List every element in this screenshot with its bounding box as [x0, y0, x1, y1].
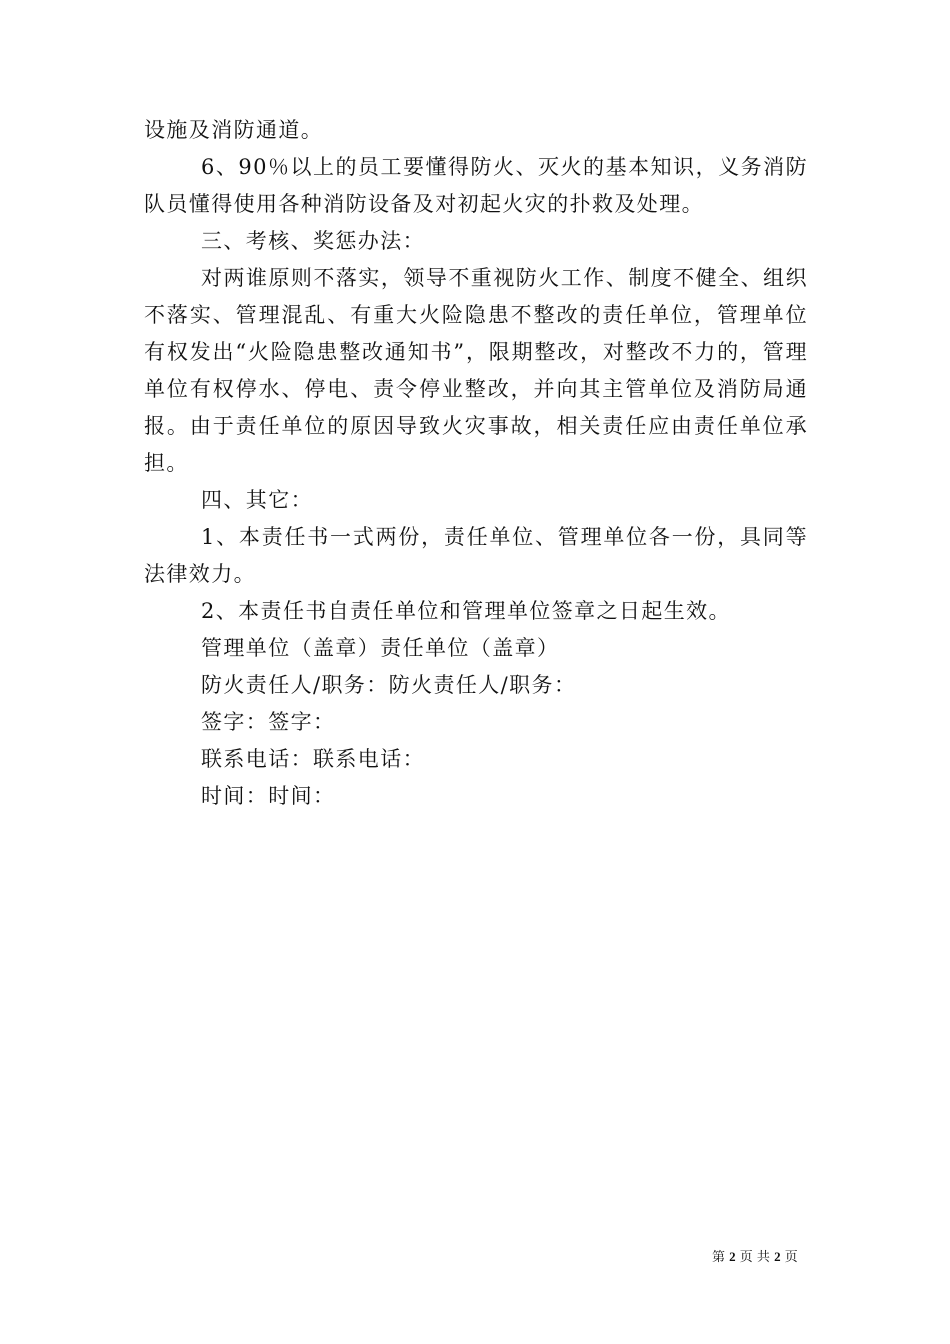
signature-line-date: 时间：时间：: [201, 784, 336, 808]
document-body: [144, 112, 808, 815]
paragraph-facilities-continued: 设施及消防通道。: [144, 118, 324, 142]
footer-suffix: 页: [784, 1250, 798, 1265]
page-number-footer: [712, 1249, 798, 1266]
paragraph-item-6: 6、90％以上的员工要懂得防火、灭火的基本知识，义务消防队员懂得使用各种消防设备及对初起火灾的扑救及处理。: [144, 155, 808, 216]
signature-block: [144, 630, 808, 815]
paragraph-penalties: 对两谁原则不落实，领导不重视防火工作、制度不健全、组织不落实、管理混乱、有重大火险隐患不整改的责任单位，管理单位有权发出“火险隐患整改通知书”，限期整改，对整改不力的，管理单位有权停水、停电、责令停业整改，并向其主管单位及消防局通报。由于责任单位的原因导致火灾事故，相关责任应由责任单位承担。: [144, 266, 808, 475]
signature-line-phone: 联系电话：联系电话：: [201, 747, 425, 771]
footer-current-page: 2: [729, 1249, 736, 1264]
signature-line-seal: 管理单位（盖章）责任单位（盖章）: [201, 636, 560, 660]
signature-line-responsible-person: 防火责任人/职务：防火责任人/职务：: [201, 673, 577, 697]
section-heading-assessment: 三、考核、奖惩办法：: [201, 229, 425, 253]
footer-prefix: 第: [712, 1250, 726, 1265]
paragraph-other-item-2: 2、本责任书自责任单位和管理单位签章之日起生效。: [201, 599, 731, 623]
section-heading-other: 四、其它：: [201, 488, 313, 512]
footer-total-pages: 2: [774, 1249, 781, 1264]
footer-middle: 页 共: [739, 1250, 770, 1265]
paragraph-other-item-1: 1、本责任书一式两份，责任单位、管理单位各一份，具同等法律效力。: [144, 525, 808, 586]
signature-line-sign: 签字：签字：: [201, 710, 336, 734]
